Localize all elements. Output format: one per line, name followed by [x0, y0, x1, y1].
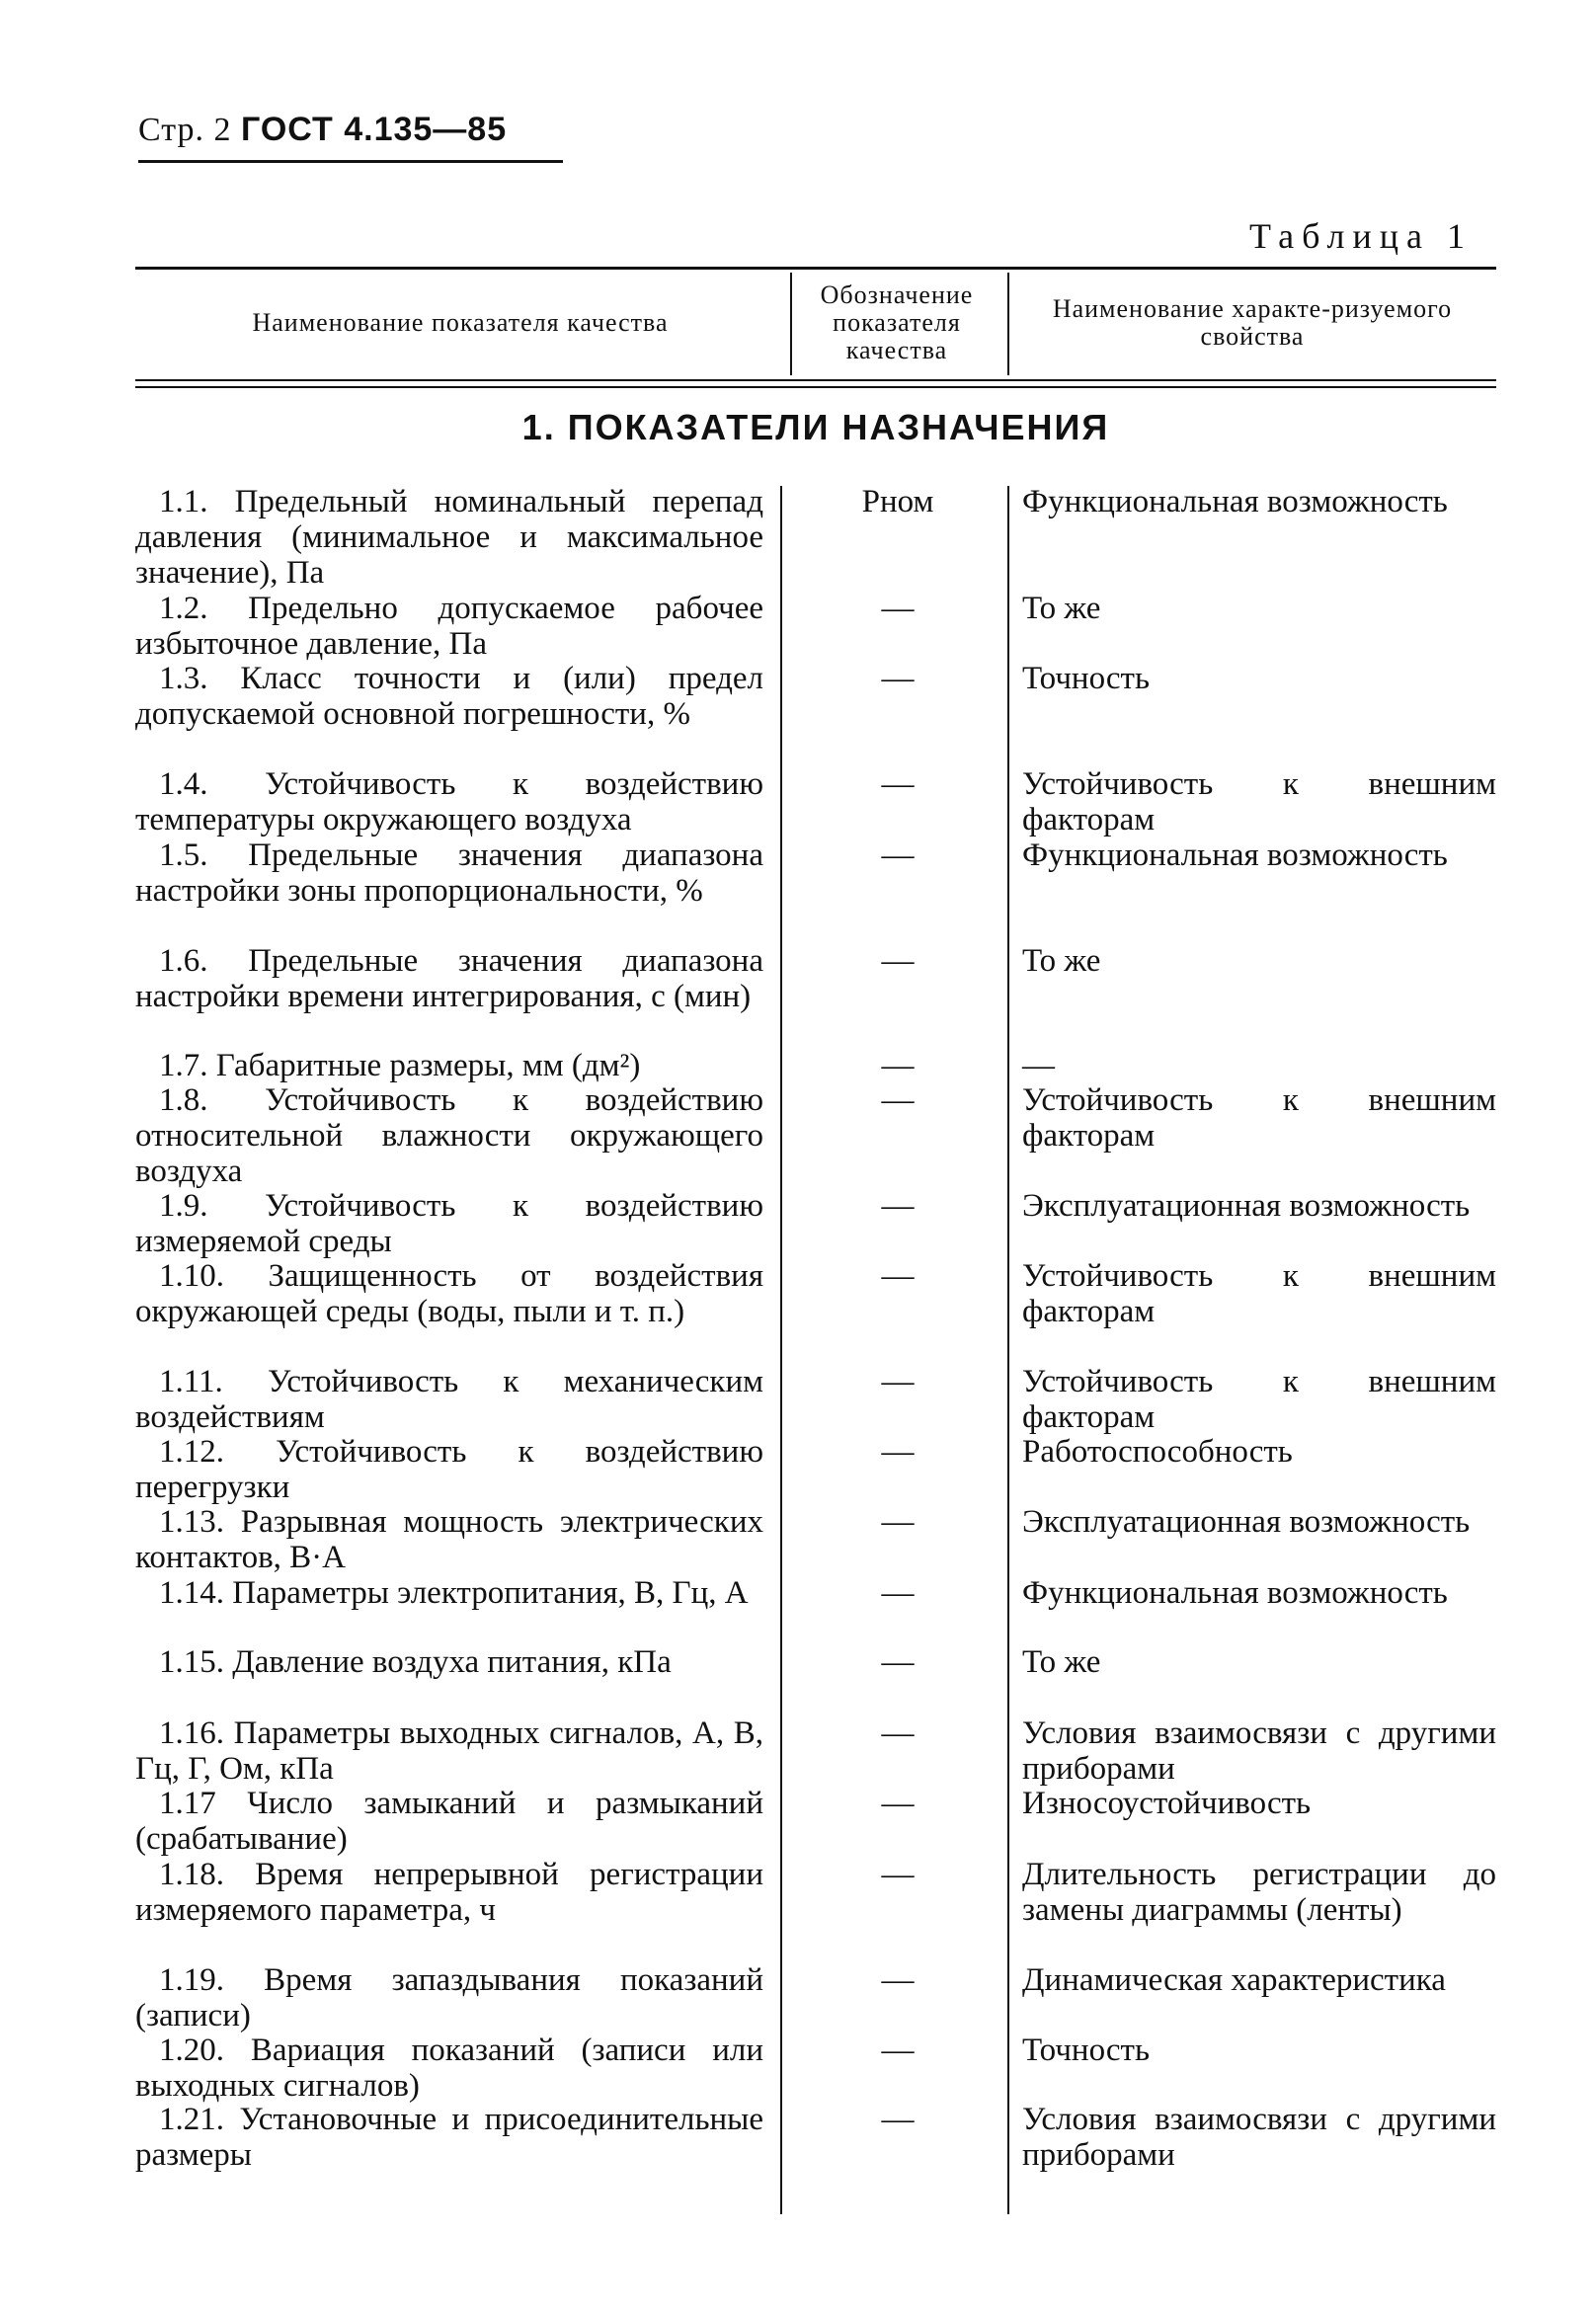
indicator-symbol: —	[881, 1962, 915, 1998]
indicator-symbol: —	[881, 1364, 915, 1399]
indicator-name: 1.16. Параметры выходных сигналов, А, В, Гц, Г, Ом, кПа	[135, 1715, 763, 1787]
characterized-property: Устойчивость к внешним факторам	[1022, 1364, 1496, 1435]
column-header-name: Наименование показателя качества	[252, 308, 669, 337]
characterized-property: —	[1022, 1048, 1055, 1083]
indicator-symbol: —	[881, 1082, 915, 1118]
characterized-property: Динамическая характеристика	[1022, 1962, 1446, 1998]
header-divider-2	[1007, 273, 1009, 375]
indicator-symbol: —	[881, 1715, 915, 1751]
characterized-property: Эксплуатационная возможность	[1022, 1504, 1471, 1540]
indicator-name: 1.17 Число замыканий и размыканий (срабатывание)	[135, 1786, 763, 1857]
table-header	[135, 270, 1496, 376]
indicator-name: 1.13. Разрывная мощность электрических контактов, В·А	[135, 1504, 763, 1575]
indicator-symbol: —	[881, 1857, 915, 1892]
characterized-property: Устойчивость к внешним факторам	[1022, 1082, 1496, 1154]
header-divider-1	[790, 273, 792, 375]
section-title: 1. ПОКАЗАТЕЛИ НАЗНАЧЕНИЯ	[521, 407, 1110, 447]
indicator-symbol: —	[881, 1258, 915, 1294]
indicator-symbol: —	[881, 1188, 915, 1224]
indicator-name: 1.9. Устойчивость к воздействию измеряемой среды	[135, 1188, 763, 1259]
characterized-property: То же	[1022, 1644, 1101, 1680]
characterized-property: Износоустойчивость	[1022, 1786, 1312, 1821]
body-divider-2	[1007, 486, 1009, 2214]
standard-number: ГОСТ 4.135—85	[241, 111, 508, 148]
indicator-symbol: —	[881, 1786, 915, 1821]
indicator-name: 1.21. Установочные и присоединительные размеры	[135, 2102, 763, 2173]
characterized-property: Функциональная возможность	[1022, 484, 1448, 519]
characterized-property: Функциональная возможность	[1022, 837, 1448, 873]
page-number: Стр. 2	[138, 112, 232, 148]
indicator-name: 1.14. Параметры электропитания, В, Гц, А	[159, 1575, 749, 1611]
indicator-symbol: —	[881, 837, 915, 873]
characterized-property: Условия взаимосвязи с другими приборами	[1022, 2102, 1496, 2173]
indicator-symbol: —	[881, 591, 915, 626]
column-header-property: Наименование характе-ризуемого свойства	[1052, 294, 1453, 351]
indicator-symbol: —	[881, 943, 915, 979]
indicator-symbol: —	[881, 1434, 915, 1470]
header-double-rule	[135, 379, 1496, 388]
characterized-property: Эксплуатационная возможность	[1022, 1188, 1471, 1224]
indicator-name: 1.4. Устойчивость к воздействию температуры окружающего воздуха	[135, 766, 763, 837]
indicator-name: 1.6. Предельные значения диапазона настройки времени интегрирования, с (мин)	[135, 943, 763, 1014]
indicator-name: 1.10. Защищенность от воздействия окружающей среды (воды, пыли и т. п.)	[135, 1258, 763, 1329]
indicator-name: 1.2. Предельно допускаемое рабочее избыточное давление, Па	[135, 591, 763, 662]
column-header-symbol: Обозначение показателя качества	[820, 280, 974, 364]
indicator-name: 1.5. Предельные значения диапазона настройки зоны пропорциональности, %	[135, 837, 763, 909]
indicator-symbol: —	[881, 766, 915, 802]
page-header	[138, 111, 507, 149]
characterized-property: Устойчивость к внешним факторам	[1022, 1258, 1496, 1329]
indicator-name: 1.11. Устойчивость к механическим воздействиям	[135, 1364, 763, 1435]
indicator-symbol: —	[881, 661, 915, 696]
characterized-property: Функциональная возможность	[1022, 1575, 1448, 1611]
indicator-name: 1.15. Давление воздуха питания, кПа	[159, 1644, 672, 1680]
indicator-symbol: Pном	[861, 484, 934, 519]
indicator-name: 1.3. Класс точности и (или) предел допускаемой основной погрешности, %	[135, 661, 763, 732]
body-divider-1	[780, 486, 782, 2214]
table-caption: Таблица 1	[1249, 216, 1473, 256]
indicator-symbol: —	[881, 1644, 915, 1680]
indicator-name: 1.1. Предельный номинальный перепад давления (минимальное и максимальное значение), Па	[135, 484, 763, 591]
indicator-symbol: —	[881, 2102, 915, 2137]
indicator-symbol: —	[881, 1575, 915, 1611]
characterized-property: То же	[1022, 591, 1101, 626]
characterized-property: То же	[1022, 943, 1101, 979]
indicator-name: 1.18. Время непрерывной регистрации измеряемого параметра, ч	[135, 1857, 763, 1928]
indicator-name: 1.7. Габаритные размеры, мм (дм²)	[159, 1048, 641, 1083]
header-underline	[138, 160, 563, 163]
indicator-name: 1.19. Время запаздывания показаний (записи)	[135, 1962, 763, 2033]
characterized-property: Устойчивость к внешним факторам	[1022, 766, 1496, 837]
indicator-symbol: —	[881, 2033, 915, 2068]
characterized-property: Условия взаимосвязи с другими приборами	[1022, 1715, 1496, 1787]
characterized-property: Длительность регистрации до замены диаграммы (ленты)	[1022, 1857, 1496, 1928]
characterized-property: Точность	[1022, 2033, 1151, 2068]
indicator-name: 1.8. Устойчивость к воздействию относительной влажности окружающего воздуха	[135, 1082, 763, 1189]
characterized-property: Работоспособность	[1022, 1434, 1293, 1470]
indicator-symbol: —	[881, 1504, 915, 1540]
indicator-name: 1.20. Вариация показаний (записи или выходных сигналов)	[135, 2033, 763, 2104]
characterized-property: Точность	[1022, 661, 1151, 696]
indicator-name: 1.12. Устойчивость к воздействию перегрузки	[135, 1434, 763, 1505]
indicator-symbol: —	[881, 1048, 915, 1083]
